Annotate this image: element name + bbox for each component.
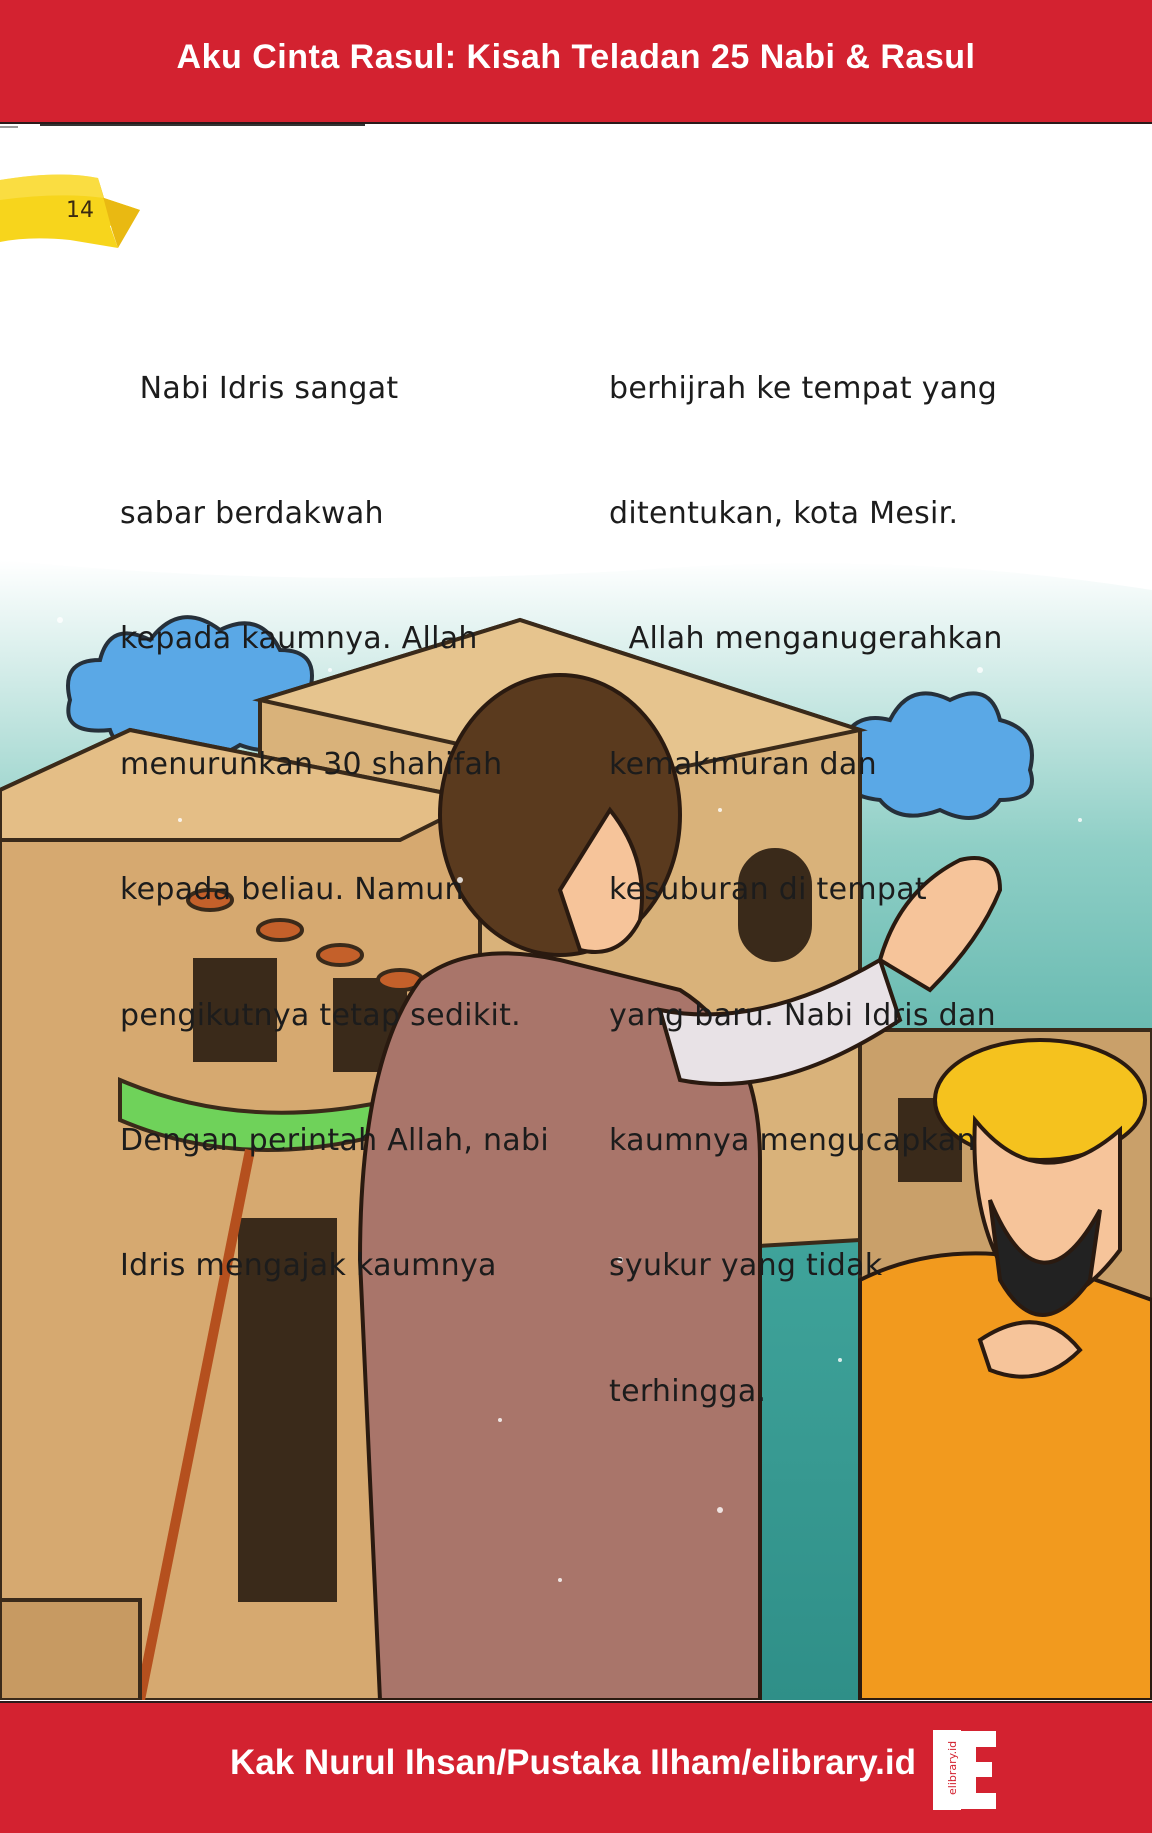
story-line: kaumnya mengucapkan (609, 1122, 976, 1158)
story-column-right (609, 284, 1003, 1454)
page-number: 14 (66, 198, 94, 223)
story-line: pengikutnya tetap sedikit. (120, 997, 522, 1033)
story-line: sabar berdakwah (120, 495, 384, 531)
footer-credit: Kak Nurul Ihsan/Pustaka Ilham/elibrary.id (230, 1743, 916, 1782)
print-rule-marks (0, 124, 370, 128)
story-line: Nabi Idris sangat (120, 370, 399, 406)
story-line: Dengan perintah Allah, nabi (120, 1122, 549, 1158)
story-line: kesuburan di tempat (609, 872, 927, 908)
story-line: ditentukan, kota Mesir. (609, 495, 959, 531)
story-line: Idris mengajak kaumnya (120, 1248, 497, 1284)
story-line: menurunkan 30 shahifah (120, 746, 503, 782)
elibrary-logo-text: elibrary.id (946, 1740, 959, 1796)
story-line: yang baru. Nabi Idris dan (609, 997, 996, 1033)
story-line: berhijrah ke tempat yang (609, 370, 998, 406)
header-bar (0, 0, 1152, 124)
footer-bar (0, 1701, 1152, 1833)
story-line: terhingga. (609, 1373, 767, 1409)
story-line: kepada kaumnya. Allah (120, 621, 478, 657)
story-line: Allah menganugerahkan (609, 621, 1003, 657)
story-line: kepada beliau. Namun (120, 872, 464, 908)
story-line: kemakmuran dan (609, 746, 877, 782)
book-title: Aku Cinta Rasul: Kisah Teladan 25 Nabi & Rasul (176, 37, 976, 76)
story-line: syukur yang tidak (609, 1248, 883, 1284)
elibrary-logo-icon (930, 1727, 1000, 1813)
story-column-left (120, 284, 549, 1329)
